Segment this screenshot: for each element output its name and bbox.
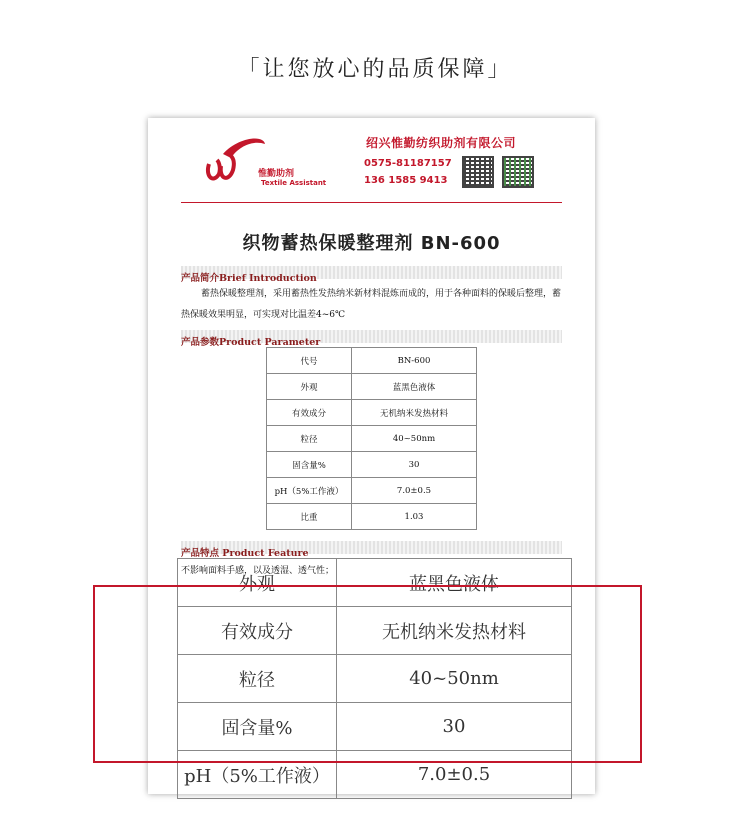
phone-landline: 0575-81187157 — [364, 158, 452, 169]
table-row — [267, 452, 477, 478]
param-value: 蓝黑色液体 — [352, 374, 477, 400]
param-key: 比重 — [267, 504, 352, 530]
param-value: 7.0±0.5 — [352, 478, 477, 504]
param-value: 40~50nm — [337, 655, 572, 703]
param-value: 30 — [352, 452, 477, 478]
page-headline: 「让您放心的品质保障」 — [237, 57, 513, 82]
header-divider — [181, 202, 562, 203]
logo-en-text: Textile Assistant — [261, 179, 327, 187]
param-key: 固含量% — [178, 703, 337, 751]
param-key: pH（5%工作液） — [178, 751, 337, 799]
table-row — [267, 504, 477, 530]
param-value: 1.03 — [352, 504, 477, 530]
section-feature-heading — [181, 541, 562, 559]
param-key: 外观 — [178, 559, 337, 607]
table-row — [267, 374, 477, 400]
table-row — [267, 478, 477, 504]
param-key: 固含量% — [267, 452, 352, 478]
section-param-label: 产品参数Product Parameter — [181, 337, 321, 348]
param-key: 代号 — [267, 348, 352, 374]
param-value: 蓝黑色液体 — [337, 559, 572, 607]
section-intro-label: 产品简介Brief Introduction — [181, 273, 317, 284]
param-key: 粒径 — [178, 655, 337, 703]
intro-paragraph: 蓄热保暖整理剂，采用蓄热性发热纳米新材料混炼而成的，用于各种面料的保暖后整理，蓄热保暖效果明显，可实现对比温差4~6℃ — [181, 289, 562, 320]
param-value: 7.0±0.5 — [337, 751, 572, 799]
feature-text: 不影响面料手感，以及透湿、透气性； — [181, 566, 335, 576]
qr-code-icon — [462, 156, 494, 188]
phone-mobile: 136 1585 9413 — [364, 175, 448, 186]
param-key: 粒径 — [267, 426, 352, 452]
param-value: 无机纳米发热材料 — [337, 607, 572, 655]
section-feature-label: 产品特点 Product Feature — [181, 548, 309, 559]
company-logo — [203, 136, 333, 188]
logo-mark-icon — [203, 136, 263, 188]
param-key: pH（5%工作液） — [267, 478, 352, 504]
param-value: 无机纳米发热材料 — [352, 400, 477, 426]
section-param-heading — [181, 330, 562, 348]
table-row — [267, 348, 477, 374]
param-key: 有效成分 — [178, 607, 337, 655]
logo-cn-text: 惟勤助剂 — [258, 169, 295, 179]
table-row — [267, 400, 477, 426]
param-key: 外观 — [267, 374, 352, 400]
param-value: 30 — [337, 703, 572, 751]
param-value: 40~50nm — [352, 426, 477, 452]
zoom-highlight-frame — [93, 585, 642, 763]
parameter-table — [266, 347, 477, 530]
product-title: 织物蓄热保暖整理剂 BN-600 — [242, 233, 501, 254]
section-intro-heading — [181, 266, 562, 284]
param-value: BN-600 — [352, 348, 477, 374]
company-name: 绍兴惟勤纺织助剂有限公司 — [366, 136, 517, 150]
param-key: 有效成分 — [267, 400, 352, 426]
table-row — [267, 426, 477, 452]
wechat-qr-code-icon — [502, 156, 534, 188]
